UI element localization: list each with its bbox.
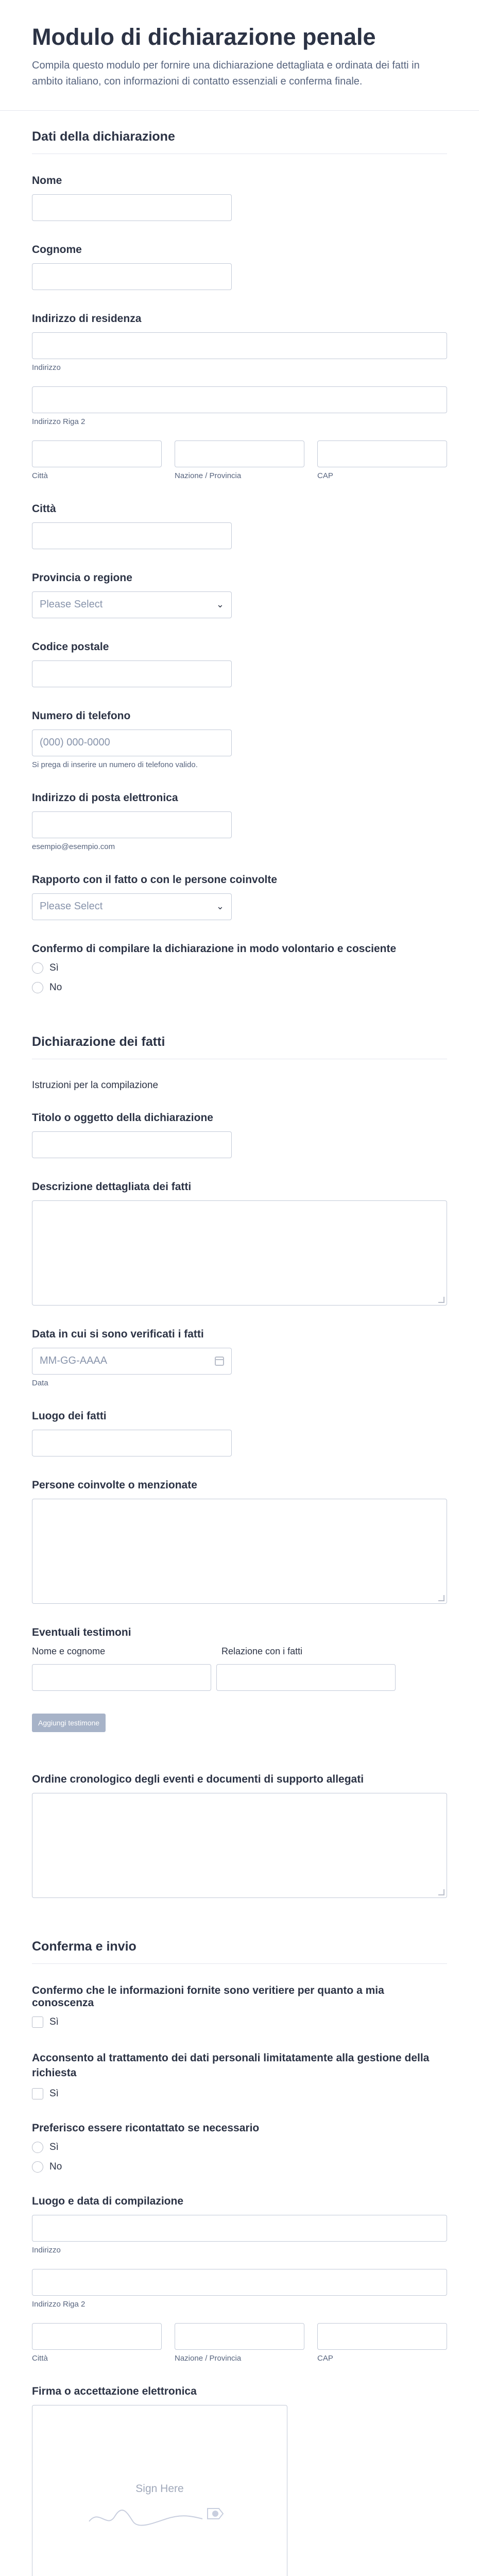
nazione-col — [175, 2323, 304, 2363]
field-testimoni — [32, 1626, 447, 1732]
calendar-icon[interactable] — [215, 1357, 224, 1366]
field-codice-postale — [32, 641, 447, 687]
radio-button[interactable] — [32, 2142, 43, 2153]
ricontatto-label: Preferisco essere ricontattato se necessario — [32, 2122, 260, 2134]
field-luogo-data — [32, 2195, 447, 2363]
rapporto-label: Rapporto con il fatto o con le persone coinvolte — [32, 873, 278, 886]
field-persone — [32, 1479, 447, 1604]
descrizione-textarea[interactable] — [32, 1200, 447, 1306]
consenso-option-si[interactable] — [32, 2088, 447, 2099]
luogo-data-label: Luogo e data di compilazione — [32, 2195, 184, 2207]
nazione-sublabel: Nazione / Provincia — [175, 2353, 242, 2363]
indirizzo-input[interactable] — [32, 332, 447, 359]
section-conferma — [0, 1921, 479, 2576]
checkbox[interactable] — [32, 2016, 43, 2028]
telefono-input[interactable] — [32, 730, 232, 756]
radio-button[interactable] — [32, 982, 43, 993]
page-title: Modulo di dichiarazione penale — [32, 24, 376, 50]
field-cognome — [32, 244, 447, 290]
istruzioni-text: Istruzioni per la compilazione — [32, 1079, 159, 1091]
ricontatto-option-si[interactable] — [32, 2142, 447, 2153]
cap-col — [317, 2323, 447, 2363]
option-label: Sì — [49, 2141, 59, 2153]
titolo-input[interactable] — [32, 1131, 232, 1158]
indirizzo-sublabel: Indirizzo — [32, 2245, 61, 2255]
testimoni-row — [32, 1664, 447, 1691]
section-title-dati: Dati della dichiarazione — [32, 111, 447, 154]
citta-col — [32, 440, 162, 480]
provincia-select[interactable] — [32, 591, 232, 618]
data-label: Data in cui si sono verificati i fatti — [32, 1328, 204, 1340]
nome-input[interactable] — [32, 194, 232, 221]
luogo-data-row — [32, 2323, 447, 2363]
field-nome — [32, 175, 447, 221]
indirizzo-row — [32, 440, 447, 480]
telefono-placeholder: (000) 000-0000 — [40, 737, 110, 749]
provincia-label: Provincia o regione — [32, 571, 132, 584]
indirizzo-label: Indirizzo di residenza — [32, 312, 142, 325]
field-firma — [32, 2385, 447, 2576]
option-label: No — [49, 2161, 62, 2172]
luogo-data-indirizzo-input[interactable] — [32, 2215, 447, 2242]
field-rapporto — [32, 874, 447, 920]
testimone-relazione-input[interactable] — [216, 1664, 396, 1691]
cap-input[interactable] — [317, 440, 447, 467]
citta-input[interactable] — [32, 2323, 162, 2350]
volontario-option-no[interactable] — [32, 982, 447, 993]
codice-postale-label: Codice postale — [32, 640, 109, 653]
col-relazione-header: Relazione con i fatti — [221, 1646, 303, 1656]
section-title-conferma: Conferma e invio — [32, 1921, 447, 1964]
field-citta — [32, 503, 447, 549]
data-input[interactable] — [32, 1348, 232, 1375]
field-provincia — [32, 572, 447, 618]
testimoni-label: Eventuali testimoni — [32, 1626, 131, 1638]
email-label: Indirizzo di posta elettronica — [32, 791, 178, 804]
cap-sublabel: CAP — [317, 471, 333, 480]
citta-label: Città — [32, 502, 56, 515]
sign-here-text: Sign Here — [135, 2482, 184, 2495]
col-nome-header: Nome e cognome — [32, 1646, 106, 1656]
provincia-placeholder: Please Select — [40, 599, 103, 611]
luogo-input[interactable] — [32, 1430, 232, 1456]
field-luogo — [32, 1410, 447, 1456]
option-label: Sì — [49, 2088, 59, 2099]
testimoni-header-row — [32, 1646, 447, 1664]
signature-scribble-icon — [84, 2493, 238, 2534]
field-email — [32, 792, 447, 851]
field-titolo — [32, 1112, 447, 1158]
ordine-textarea[interactable] — [32, 1793, 447, 1898]
citta-sublabel: Città — [32, 471, 48, 480]
rapporto-placeholder: Please Select — [40, 901, 103, 912]
field-telefono — [32, 710, 447, 769]
field-descrizione — [32, 1181, 447, 1306]
email-input[interactable] — [32, 811, 232, 838]
radio-button[interactable] — [32, 2161, 43, 2173]
chevron-down-icon: ⌄ — [216, 599, 224, 610]
radio-button[interactable] — [32, 962, 43, 974]
nome-label: Nome — [32, 174, 62, 187]
luogo-label: Luogo dei fatti — [32, 1410, 107, 1422]
nazione-col — [175, 440, 304, 480]
citta-field-input[interactable] — [32, 522, 232, 549]
signature-pad[interactable] — [32, 2405, 287, 2576]
data-placeholder: MM-GG-AAAA — [40, 1355, 108, 1367]
titolo-label: Titolo o oggetto della dichiarazione — [32, 1111, 213, 1124]
field-ordine — [32, 1773, 447, 1898]
data-sublabel: Data — [32, 1378, 48, 1387]
citta-sublabel: Città — [32, 2353, 48, 2363]
codice-postale-input[interactable] — [32, 660, 232, 687]
indirizzo-sublabel: Indirizzo — [32, 363, 61, 372]
cap-col — [317, 440, 447, 480]
resize-handle-icon[interactable] — [438, 1889, 444, 1895]
field-volontario — [32, 943, 447, 993]
descrizione-label: Descrizione dettagliata dei fatti — [32, 1180, 192, 1193]
nazione-input[interactable] — [175, 2323, 304, 2350]
veritiere-option-si[interactable] — [32, 2016, 447, 2028]
resize-handle-icon[interactable] — [438, 1595, 444, 1601]
citta-input[interactable] — [32, 440, 162, 467]
nazione-input[interactable] — [175, 440, 304, 467]
option-label: Sì — [49, 2016, 59, 2027]
chevron-down-icon: ⌄ — [216, 901, 224, 912]
veritiere-label: Confermo che le informazioni fornite sono veritiere per quanto a mia conoscenza — [32, 1984, 384, 2009]
cap-sublabel: CAP — [317, 2353, 333, 2363]
field-data — [32, 1328, 447, 1387]
field-indirizzo — [32, 313, 447, 480]
section-fatti — [0, 1016, 479, 1898]
option-label: No — [49, 981, 62, 993]
luogo-data-indirizzo2-input[interactable] — [32, 2269, 447, 2296]
page-subtitle: Compila questo modulo per fornire una dichiarazione dettagliata e ordinata dei fatti in ambito italiano, con informazioni di contatto essenziali e conferma finale. — [32, 59, 420, 87]
telefono-sublabel: Si prega di inserire un numero di telefono valido. — [32, 760, 198, 769]
rapporto-select[interactable] — [32, 893, 232, 920]
persone-label: Persone coinvolte o menzionate — [32, 1479, 197, 1491]
form-header — [0, 0, 479, 110]
nazione-sublabel: Nazione / Provincia — [175, 471, 242, 480]
indirizzo2-sublabel: Indirizzo Riga 2 — [32, 2299, 85, 2309]
ricontatto-option-no[interactable] — [32, 2161, 447, 2173]
telefono-label: Numero di telefono — [32, 709, 131, 722]
indirizzo2-input[interactable] — [32, 386, 447, 413]
cognome-label: Cognome — [32, 243, 82, 256]
volontario-option-si[interactable] — [32, 962, 447, 974]
email-sublabel: esempio@esempio.com — [32, 842, 115, 851]
consenso-label: Acconsento al trattamento dei dati personali limitatamente alla gestione della richiesta — [32, 2052, 430, 2079]
resize-handle-icon[interactable] — [438, 1297, 444, 1303]
persone-textarea[interactable] — [32, 1499, 447, 1604]
ordine-label: Ordine cronologico degli eventi e documenti di supporto allegati — [32, 1773, 364, 1785]
checkbox[interactable] — [32, 2088, 43, 2099]
field-ricontatto — [32, 2122, 447, 2173]
citta-col — [32, 2323, 162, 2363]
section-title-fatti: Dichiarazione dei fatti — [32, 1016, 447, 1059]
option-label: Sì — [49, 962, 59, 973]
field-veritiere — [32, 1985, 447, 2028]
field-consenso — [32, 2050, 447, 2099]
section-dati — [0, 111, 479, 993]
cap-input[interactable] — [317, 2323, 447, 2350]
cognome-input[interactable] — [32, 263, 232, 290]
firma-label: Firma o accettazione elettronica — [32, 2385, 197, 2397]
testimone-nome-input[interactable] — [32, 1664, 211, 1691]
indirizzo2-sublabel: Indirizzo Riga 2 — [32, 417, 85, 426]
add-testimone-button[interactable]: Aggiungi testimone — [32, 1714, 106, 1732]
volontario-label: Confermo di compilare la dichiarazione in modo volontario e cosciente — [32, 942, 397, 955]
